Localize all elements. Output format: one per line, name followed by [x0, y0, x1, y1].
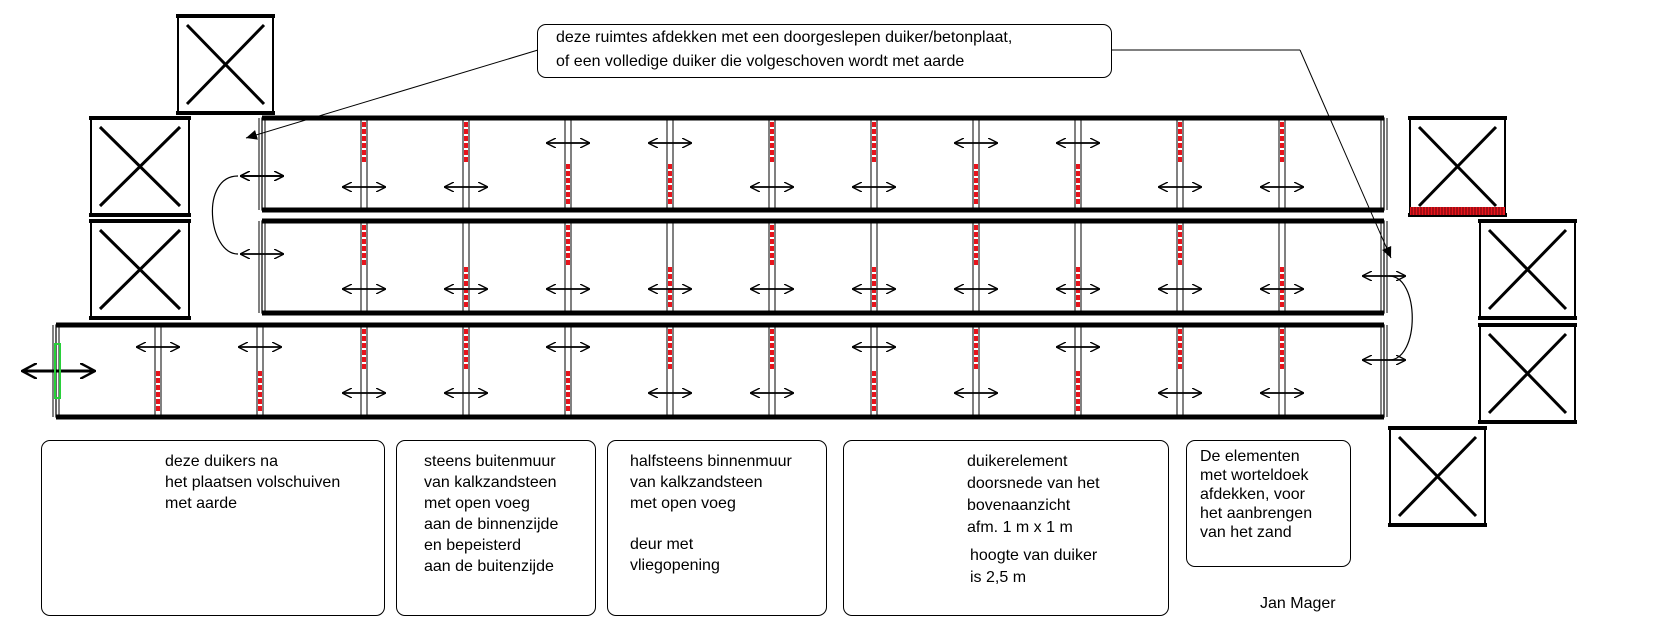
- legend-inner-wall-text-1: halfsteens binnenmuur: [630, 453, 792, 470]
- legend-height-text-2: is 2,5 m: [970, 569, 1027, 586]
- duiker-element: [262, 118, 1384, 210]
- duiker-element: [56, 325, 1384, 417]
- square-x-icon: [1478, 325, 1577, 422]
- legend-element-text-3: bovenaanzicht: [967, 497, 1071, 514]
- outer-wall-segment: [1410, 207, 1505, 215]
- square-x-icon: [1388, 428, 1487, 525]
- legend-root-cloth-text-2: met worteldoek: [1200, 467, 1309, 484]
- legend-inner-wall-text-2: van kalkzandsteen: [630, 474, 763, 491]
- legend-height-text-1: hoogte van duiker: [970, 547, 1098, 564]
- legend-element-text-2: doorsnede van het: [967, 475, 1100, 492]
- row-connector-right: [1389, 276, 1412, 360]
- duiker-row: [259, 118, 1387, 210]
- legend-door-text-1: deur met: [630, 536, 694, 553]
- row-connector-left: [212, 176, 238, 254]
- callout-line-2: of een volledige duiker die volgeschoven wordt met aarde: [556, 53, 965, 70]
- legend-outer-wall-text-4: aan de binnenzijde: [424, 516, 559, 533]
- legend-root-cloth-text-3: afdekken, voor: [1200, 486, 1305, 503]
- legend-outer-wall-text-5: en bepeisterd: [424, 537, 521, 554]
- legend-outer-wall-text-2: van kalkzandsteen: [424, 474, 557, 491]
- legend-outer-wall-text-1: steens buitenmuur: [424, 453, 556, 470]
- legend-inner-wall-text-3: met open voeg: [630, 495, 736, 512]
- square-x-icon: [1408, 118, 1507, 215]
- legend-fill-duiker-text-1: deze duikers na: [165, 453, 278, 470]
- legend-outer-wall-text-3: met open voeg: [424, 495, 530, 512]
- square-x-icon: [89, 118, 191, 215]
- legend-fill-duiker-text-2: het plaatsen volschuiven: [165, 474, 341, 491]
- duiker-rows: [53, 118, 1387, 417]
- duiker-element: [262, 221, 1384, 313]
- legend-outer-wall-text-6: aan de buitenzijde: [424, 558, 554, 575]
- legend-root-cloth-text-4: het aanbrengen: [1200, 505, 1313, 522]
- duiker-row: [259, 221, 1387, 313]
- duiker-row: [53, 325, 1387, 417]
- callout-line-1: deze ruimtes afdekken met een doorgeslepen duiker/betonplaat,: [556, 29, 1013, 46]
- square-x-icon: [89, 221, 191, 318]
- square-x-icon: [1478, 221, 1577, 318]
- legend-door-text-2: vliegopening: [630, 557, 720, 574]
- legend-root-cloth-text-5: van het zand: [1200, 524, 1292, 541]
- legend-element-text-1: duikerelement: [967, 453, 1068, 470]
- legend-fill-duiker-text-3: met aarde: [165, 495, 238, 512]
- legend-element-text-4: afm. 1 m x 1 m: [967, 519, 1073, 536]
- legend-root-cloth-text-1: De elementen: [1200, 448, 1300, 465]
- author-credit: Jan Mager: [1260, 595, 1336, 612]
- square-x-icon: [176, 16, 275, 113]
